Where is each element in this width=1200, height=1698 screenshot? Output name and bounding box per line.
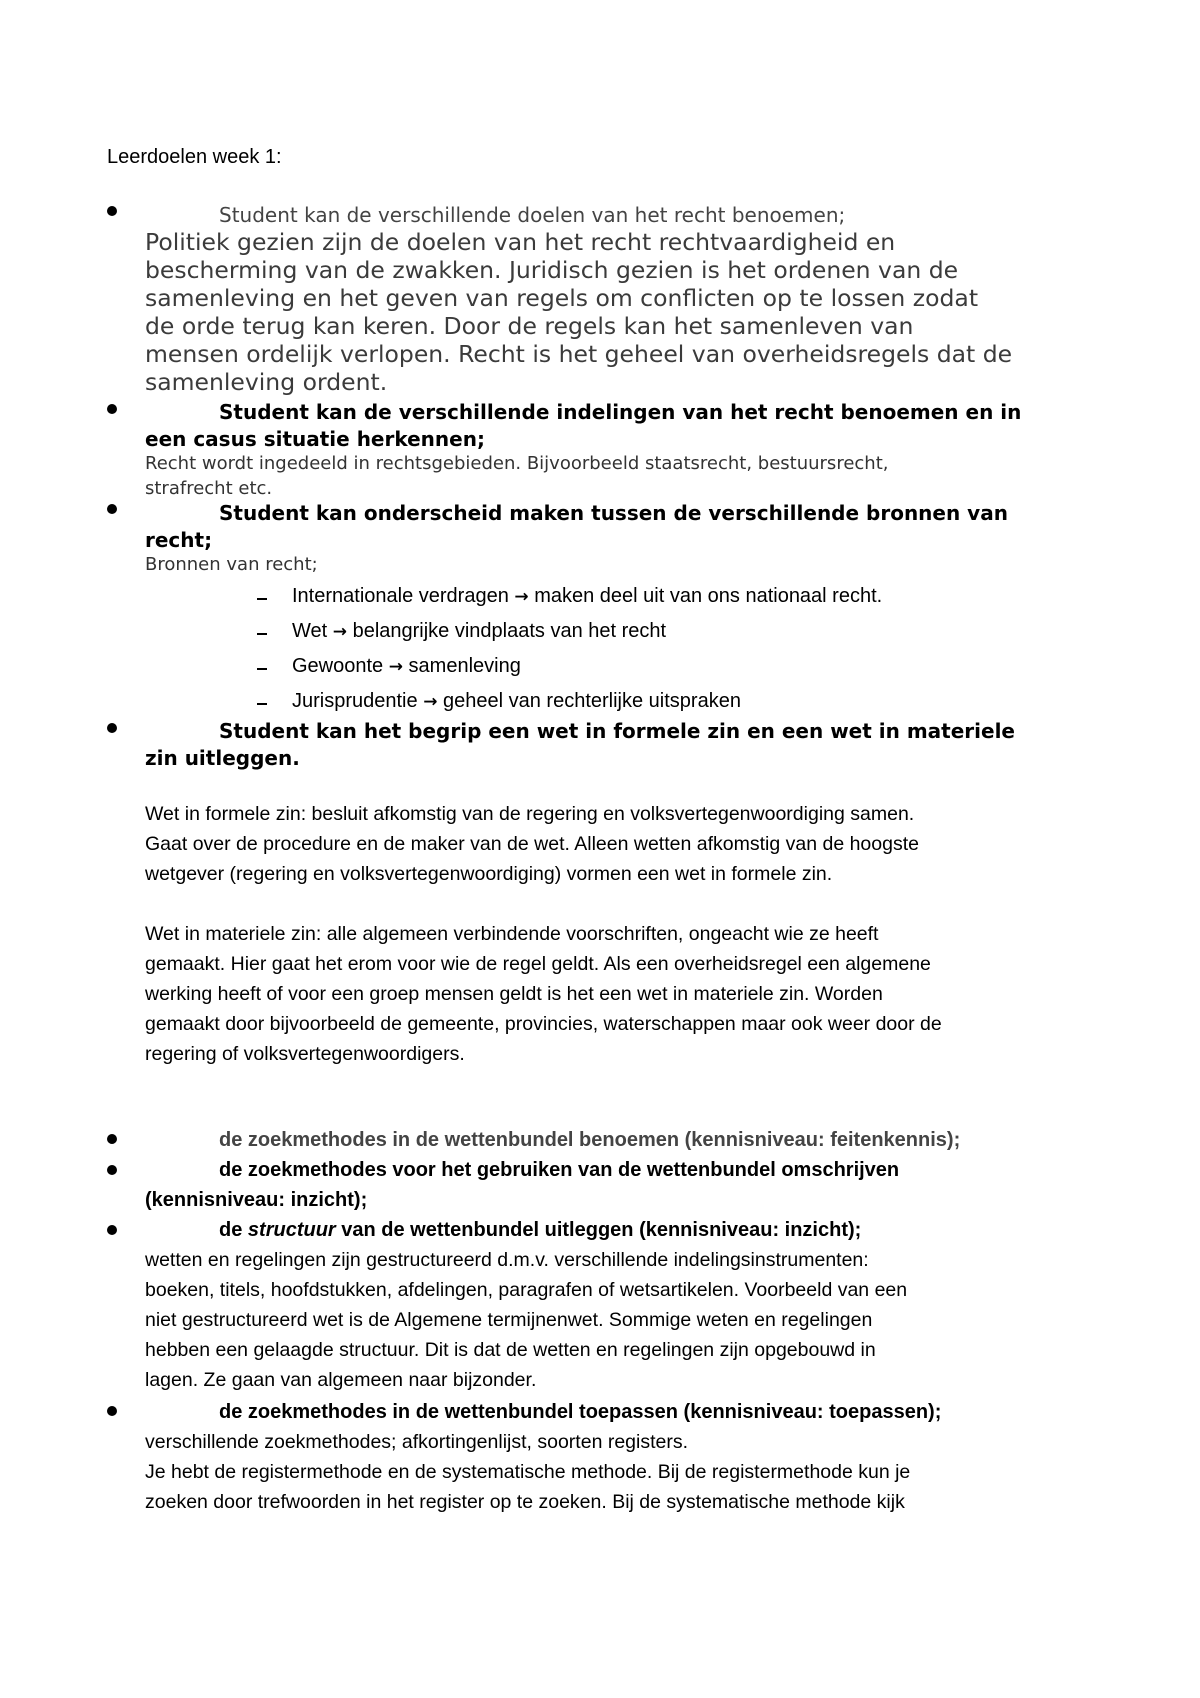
text-line: samenleving ordent. — [145, 368, 388, 396]
bullet-icon — [107, 1165, 117, 1175]
text-line: zoeken door trefwoorden in het register op te zoeken. Bij de systematische methode kijk — [145, 1491, 905, 1513]
text-line: Gaat over de procedure en de maker van de wet. Alleen wetten afkomstig van de hoogste — [145, 833, 919, 855]
source-term: Jurisprudentie — [292, 690, 418, 712]
heading-part: de — [219, 1219, 248, 1241]
source-desc: geheel van rechterlijke uitspraken — [443, 690, 741, 712]
goal8-heading: de zoekmethodes in de wettenbundel toepassen (kennisniveau: toepassen); — [219, 1401, 942, 1423]
goal4-formal — [145, 799, 919, 889]
goal4-heading-line2: zin uitleggen. — [145, 746, 300, 770]
arrow-right-icon: → — [423, 692, 438, 712]
text-line: mensen ordelijk verlopen. Recht is het geheel van overheidsregels dat de — [145, 340, 1013, 368]
arrow-right-icon: → — [388, 657, 403, 677]
text-line: bescherming van de zwakken. Juridisch gezien is het ordenen van de — [145, 256, 959, 284]
goal6-heading-line1: de zoekmethodes voor het gebruiken van de wettenbundel omschrijven — [219, 1159, 900, 1181]
text-line: wetten en regelingen zijn gestructureerd d.m.v. verschillende indelingsinstrumenten: — [145, 1249, 869, 1271]
text-line: gemaakt door bijvoorbeeld de gemeente, provincies, waterschappen maar ook weer door de — [145, 1013, 942, 1035]
text-line: werking heeft of voor een groep mensen geldt is het een wet in materiele zin. Worden — [145, 983, 883, 1005]
text-line: regering of volksvertegenwoordigers. — [145, 1043, 465, 1065]
goal2-text-line2: strafrecht etc. — [145, 478, 273, 499]
goal3-intro: Bronnen van recht; — [145, 554, 318, 575]
dash-icon — [257, 668, 267, 670]
text-line: verschillende zoekmethodes; afkortingenlijst, soorten registers. — [145, 1431, 689, 1453]
text-line: boeken, titels, hoofdstukken, afdelingen, paragrafen of wetsartikelen. Voorbeeld van een — [145, 1279, 908, 1301]
heading-emphasis: structuur — [247, 1219, 336, 1241]
source-desc: maken deel uit van ons nationaal recht. — [534, 585, 883, 607]
source-term: Gewoonte — [292, 655, 384, 677]
bullet-icon — [107, 1225, 117, 1235]
goal1-heading: Student kan de verschillende doelen van het recht benoemen; — [219, 203, 846, 227]
text-line: de orde terug kan keren. Door de regels kan het samenleven van — [145, 312, 914, 340]
dash-icon — [257, 633, 267, 635]
text-line: gemaakt. Hier gaat het erom voor wie de regel geldt. Als een overheidsregel een algemene — [145, 953, 931, 975]
arrow-right-icon: → — [332, 622, 348, 642]
goal2-text-line1: Recht wordt ingedeeld in rechtsgebieden. Bijvoorbeeld staatsrecht, bestuursrecht, — [145, 453, 889, 474]
goal2-heading-line1: Student kan de verschillende indelingen van het recht benoemen en in — [219, 400, 1022, 424]
dash-icon — [257, 598, 267, 600]
source-item — [292, 690, 741, 713]
goal8-text — [145, 1427, 910, 1517]
source-item — [292, 655, 521, 678]
page-title: Leerdoelen week 1: — [107, 146, 282, 168]
goal7-heading — [219, 1215, 861, 1245]
goal3-heading-line2: recht; — [145, 528, 213, 552]
bullet-icon — [107, 723, 117, 733]
goal5-heading: de zoekmethodes in de wettenbundel benoemen (kennisniveau: feitenkennis); — [219, 1129, 961, 1151]
source-desc: samenleving — [408, 655, 521, 677]
text-line: lagen. Ze gaan van algemeen naar bijzonder. — [145, 1369, 537, 1391]
bullet-icon — [107, 404, 117, 414]
source-item — [292, 585, 882, 608]
bullet-icon — [107, 206, 117, 216]
text-line: wetgever (regering en volksvertegenwoordiging) vormen een wet in formele zin. — [145, 863, 833, 885]
bullet-icon — [107, 1134, 117, 1144]
source-item — [292, 620, 666, 643]
text-line: niet gestructureerd wet is de Algemene termijnenwet. Sommige weten en regelingen — [145, 1309, 873, 1331]
dash-icon — [257, 703, 267, 705]
goal4-heading-line1: Student kan het begrip een wet in formele zin en een wet in materiele — [219, 719, 1015, 743]
bullet-icon — [107, 1406, 117, 1416]
text-line: Je hebt de registermethode en de systematische methode. Bij de registermethode kun je — [145, 1461, 911, 1483]
goal2-heading-line2: een casus situatie herkennen; — [145, 427, 485, 451]
text-line: hebben een gelaagde structuur. Dit is dat de wetten en regelingen zijn opgebouwd in — [145, 1339, 876, 1361]
source-term: Wet — [292, 620, 328, 642]
goal7-text — [145, 1245, 907, 1395]
source-desc: belangrijke vindplaats van het recht — [352, 620, 667, 642]
text-line: samenleving en het geven van regels om conflicten op te lossen zodat — [145, 284, 979, 312]
goal1-text — [145, 228, 1012, 396]
goal6-heading-line2: (kennisniveau: inzicht); — [145, 1189, 368, 1211]
arrow-right-icon: → — [514, 587, 529, 607]
goal4-material — [145, 919, 942, 1069]
text-line: Wet in formele zin: besluit afkomstig van de regering en volksvertegenwoordiging samen. — [145, 803, 915, 825]
text-line: Politiek gezien zijn de doelen van het recht rechtvaardigheid en — [145, 228, 896, 256]
goal3-heading-line1: Student kan onderscheid maken tussen de verschillende bronnen van — [219, 501, 1008, 525]
source-term: Internationale verdragen — [292, 585, 509, 607]
text-line: Wet in materiele zin: alle algemeen verbindende voorschriften, ongeacht wie ze heeft — [145, 923, 879, 945]
bullet-icon — [107, 504, 117, 514]
heading-part: van de wettenbundel uitleggen (kennisniveau: inzicht); — [335, 1219, 862, 1241]
